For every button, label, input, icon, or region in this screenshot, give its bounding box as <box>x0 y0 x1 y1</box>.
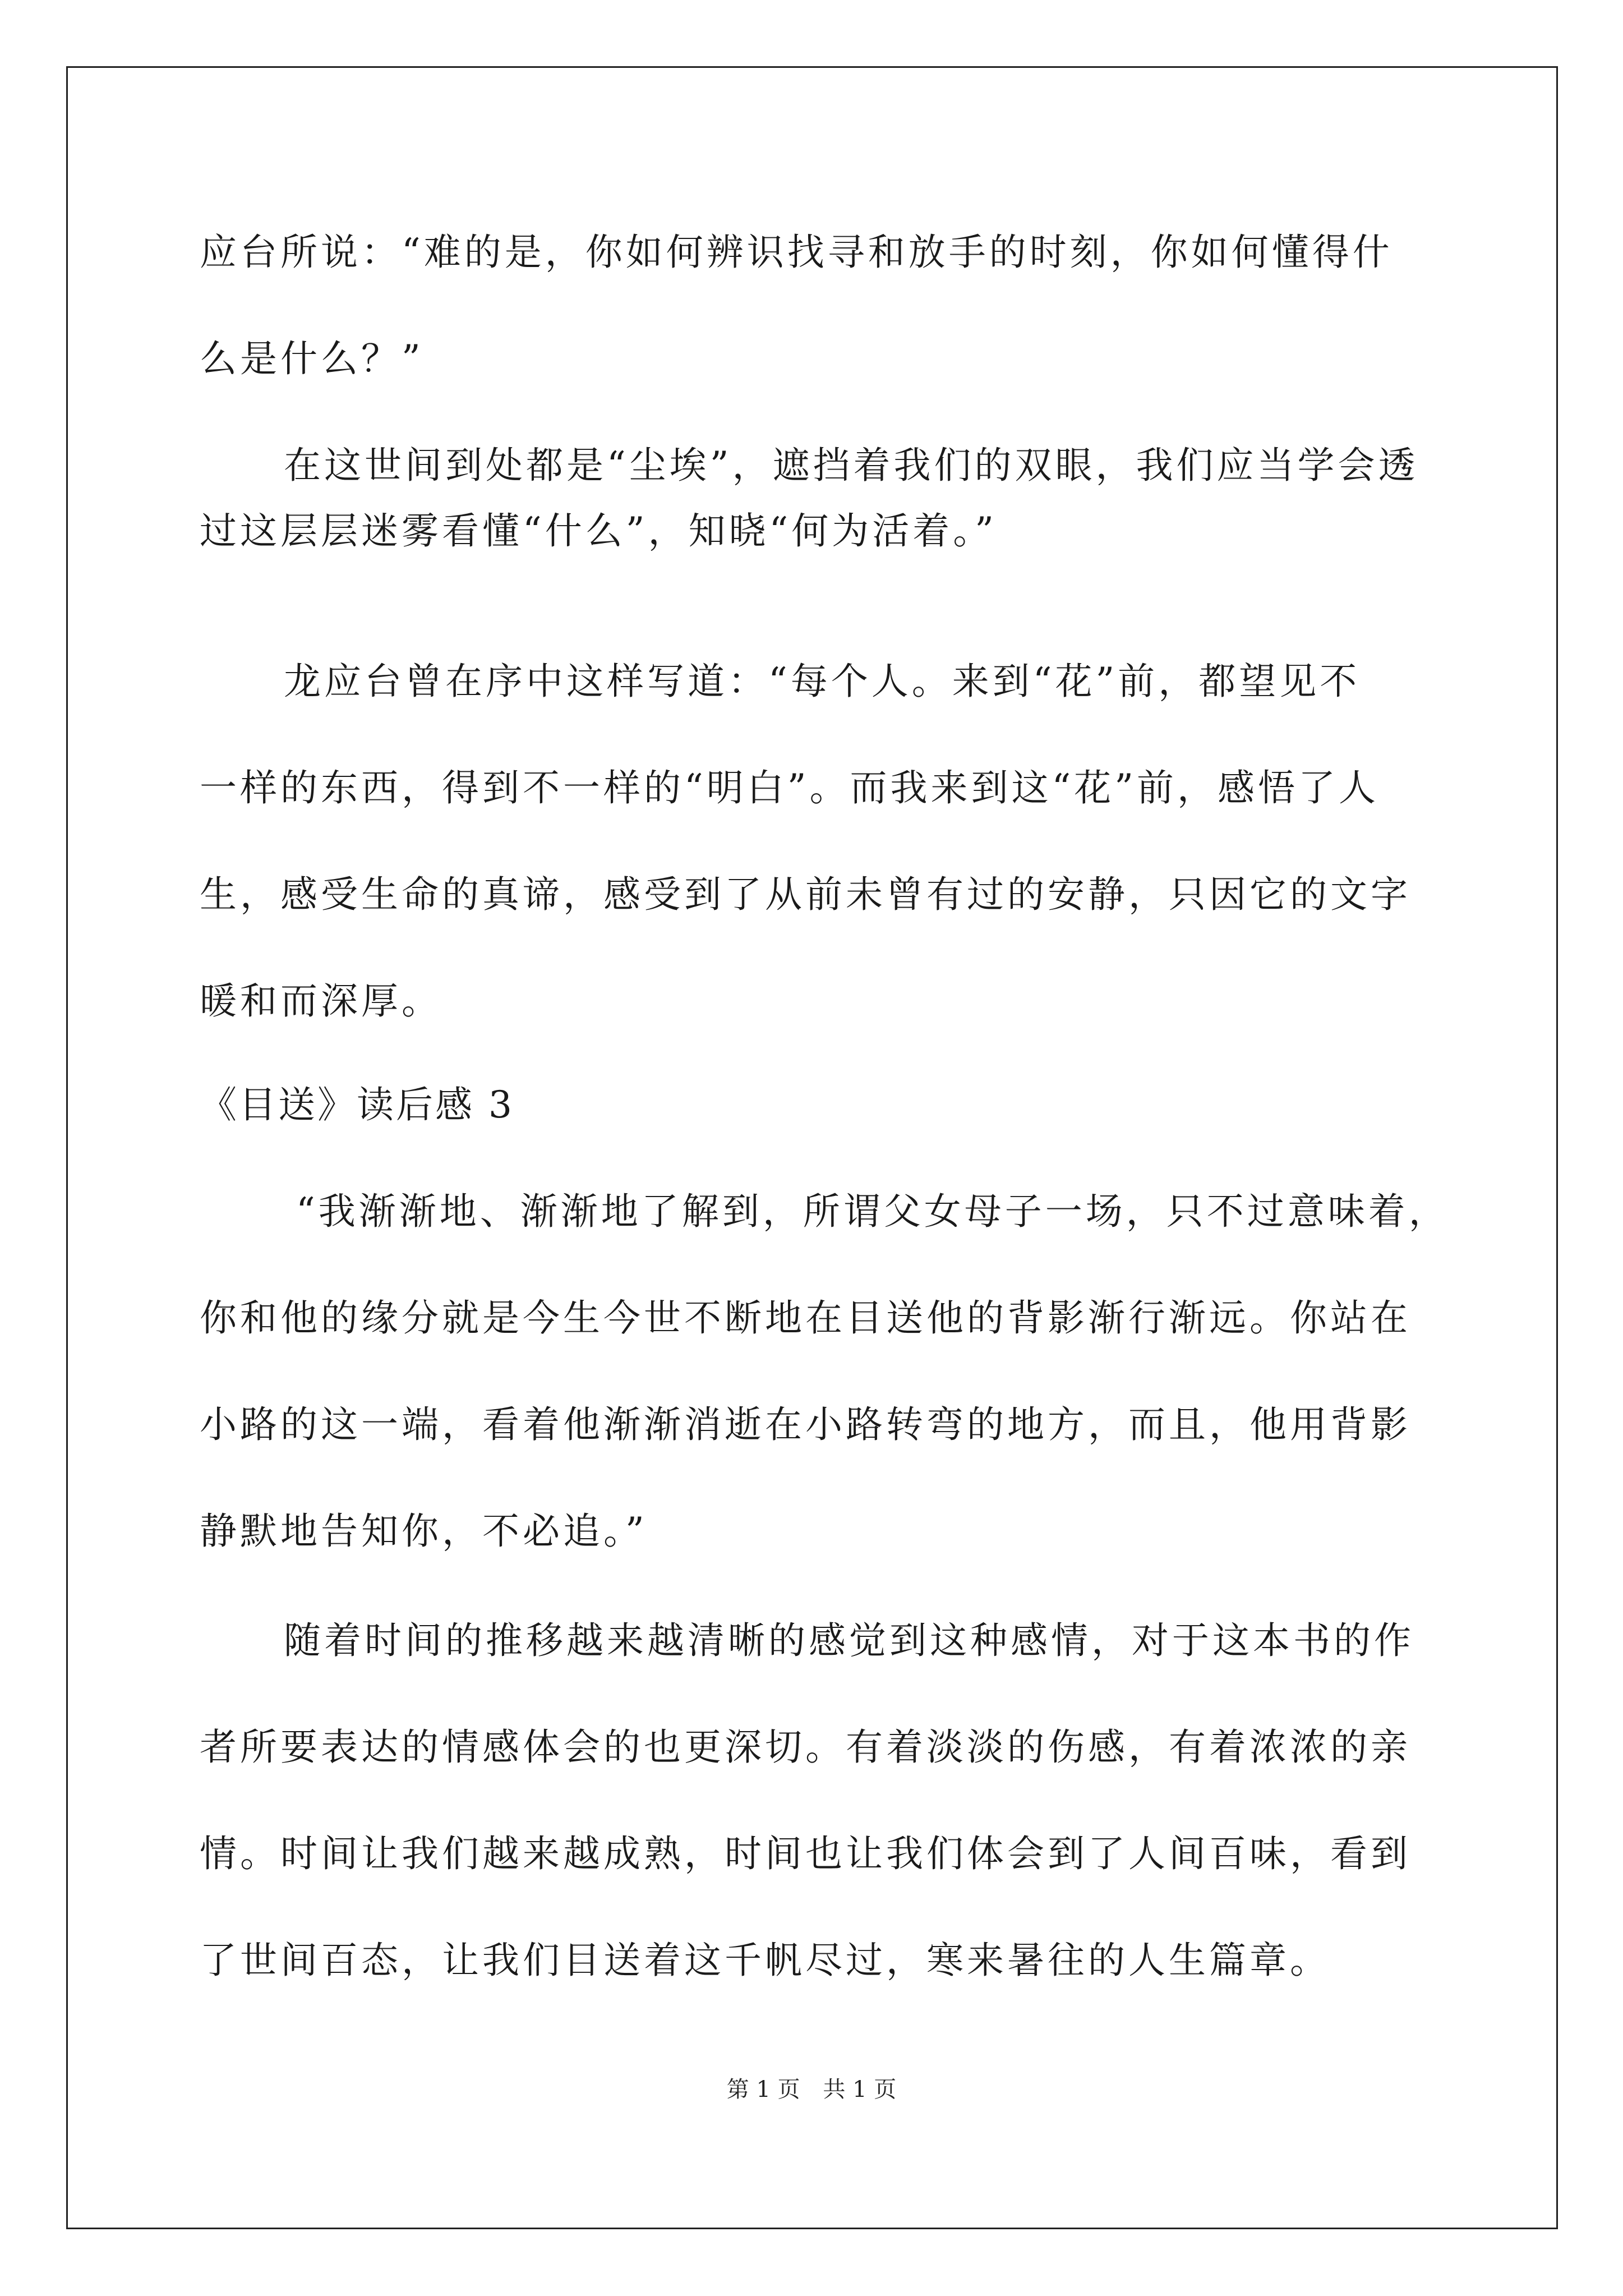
page-border <box>66 66 1558 2229</box>
text-line: 生，感受生命的真谛，感受到了从前未曾有过的安静，只因它的文字 <box>200 873 1411 916</box>
page-total: 共 1 页 <box>823 2077 897 2102</box>
text-line: 应台所说：“难的是，你如何辨识找寻和放手的时刻，你如何懂得什 <box>200 231 1393 274</box>
text-line: 暖和而深厚。 <box>200 979 442 1023</box>
text-line: 小路的这一端，看着他渐渐消逝在小路转弯的地方，而且，他用背影 <box>200 1403 1411 1446</box>
text-line: 了世间百态，让我们目送着这千帆尽过，寒来暑往的人生篇章。 <box>200 1939 1330 1982</box>
text-line: 你和他的缘分就是今生今世不断地在目送他的背影渐行渐远。你站在 <box>200 1296 1411 1340</box>
text-line: 么是什么？” <box>200 337 424 380</box>
text-line: 一样的东西，得到不一样的“明白”。而我来到这“花”前，感悟了人 <box>200 766 1379 809</box>
text-line: “我渐渐地、渐渐地了解到，所谓父女母子一场，只不过意味着， <box>296 1190 1449 1233</box>
text-line: 静默地告知你，不必追。” <box>200 1510 648 1553</box>
text-line: 随着时间的推移越来越清晰的感觉到这种感情，对于这本书的作 <box>284 1619 1414 1662</box>
text-line: 龙应台曾在序中这样写道：“每个人。来到“花”前，都望见不 <box>284 660 1361 703</box>
page-footer <box>0 2076 1623 2104</box>
text-line: 者所要表达的情感体会的也更深切。有着淡淡的伤感，有着浓浓的亲 <box>200 1726 1411 1769</box>
page-number: 第 1 页 <box>726 2077 800 2102</box>
text-line: 过这层层迷雾看懂“什么”，知晓“何为活着。” <box>200 509 997 553</box>
section-heading: 《目送》读后感 3 <box>200 1083 514 1126</box>
text-line: 在这世间到处都是“尘埃”，遮挡着我们的双眼，我们应当学会透 <box>284 444 1419 487</box>
text-line: 情。时间让我们越来越成熟，时间也让我们体会到了人间百味，看到 <box>200 1832 1411 1875</box>
